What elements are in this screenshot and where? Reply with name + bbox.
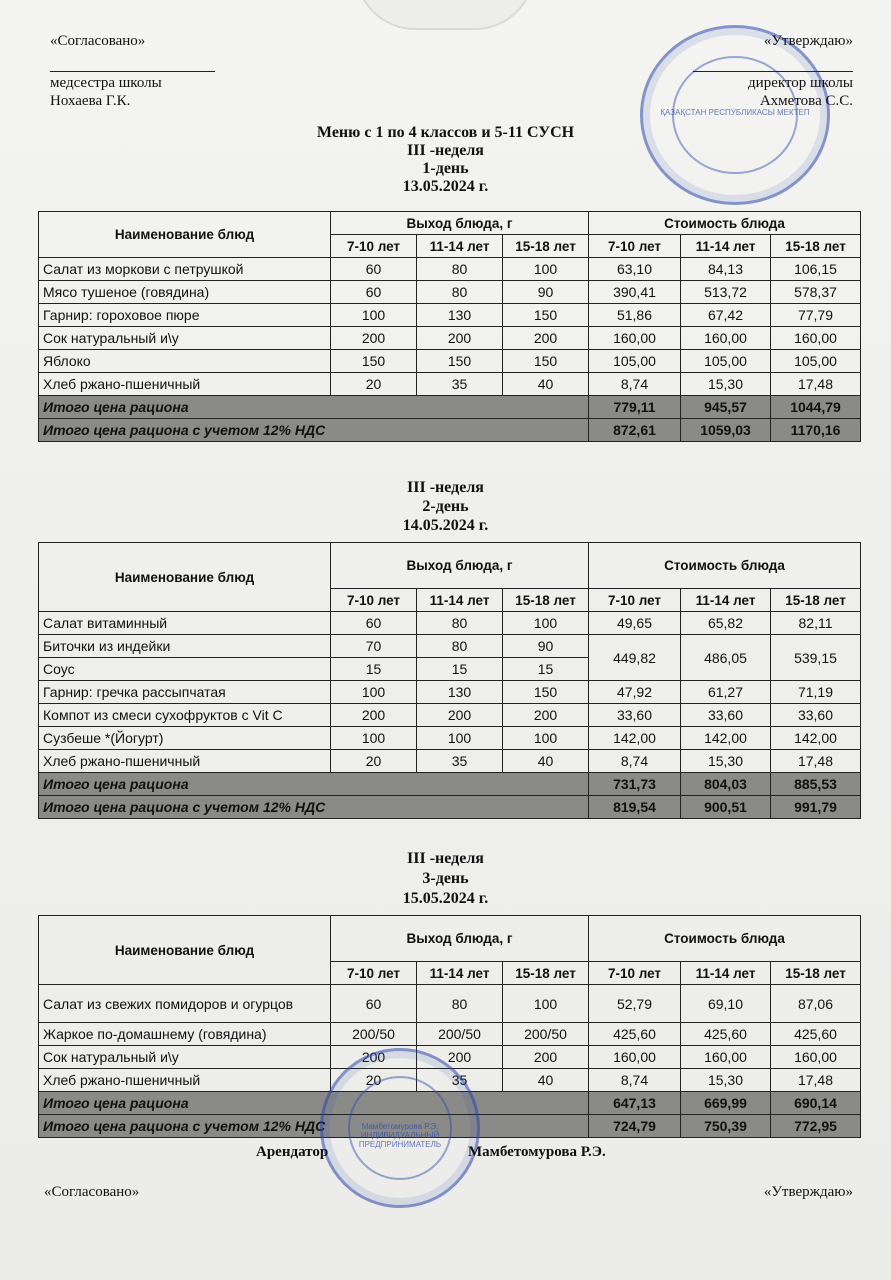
cost-value: 84,13 — [681, 258, 771, 281]
yield-value: 40 — [503, 1069, 589, 1092]
cost-value: 77,79 — [771, 304, 861, 327]
yield-value: 100 — [503, 612, 589, 635]
entrepreneur-stamp — [320, 1048, 480, 1208]
age-header: 15-18 лет — [771, 589, 861, 612]
cost-value: 160,00 — [589, 1046, 681, 1069]
entrepreneur-stamp-text: Мамбетомурова Р.Э. ИНДИВИДУАЛЬНЫЙ ПРЕДПРИНИМАТЕЛЬ — [358, 1121, 442, 1149]
day1-day: 1-день — [422, 160, 469, 177]
yield-value: 150 — [503, 681, 589, 704]
total-cost: 647,13 — [589, 1092, 681, 1115]
dish-name: Биточки из индейки — [39, 635, 331, 658]
total-cost: 1044,79 — [771, 396, 861, 419]
cost-value: 82,11 — [771, 612, 861, 635]
cost-value: 67,42 — [681, 304, 771, 327]
yield-value: 200 — [331, 704, 417, 727]
cost-value: 33,60 — [681, 704, 771, 727]
cost-value: 539,15 — [771, 635, 861, 681]
cost-value: 8,74 — [589, 1069, 681, 1092]
table-row — [39, 612, 861, 635]
table-row — [39, 350, 861, 373]
yield-value: 35 — [417, 373, 503, 396]
dish-name: Сузбеше *(Йогурт) — [39, 727, 331, 750]
cost-value: 105,00 — [771, 350, 861, 373]
age-header: 15-18 лет — [503, 235, 589, 258]
age-header: 7-10 лет — [589, 962, 681, 985]
age-header: 11-14 лет — [681, 962, 771, 985]
cost-value: 61,27 — [681, 681, 771, 704]
cost-value: 142,00 — [771, 727, 861, 750]
age-header: 11-14 лет — [417, 962, 503, 985]
table-row — [39, 281, 861, 304]
dish-name: Салат витаминный — [39, 612, 331, 635]
total-vat-label: Итого цена рациона с учетом 12% НДС — [39, 1115, 589, 1138]
cost-value: 15,30 — [681, 373, 771, 396]
table-row — [39, 750, 861, 773]
yield-value: 60 — [331, 258, 417, 281]
dish-name: Мясо тушеное (говядина) — [39, 281, 331, 304]
age-header: 7-10 лет — [589, 235, 681, 258]
approve-person: Ахметова С.С. — [759, 93, 853, 109]
dish-name: Жаркое по-домашнему (говядина) — [39, 1023, 331, 1046]
dish-name: Сок натуральный и\у — [39, 327, 331, 350]
yield-value: 80 — [417, 281, 503, 304]
yield-value: 200 — [331, 327, 417, 350]
school-stamp-text: ҚАЗАҚСТАН РЕСПУБЛИКАСЫ МЕКТЕП — [660, 108, 810, 118]
dish-name: Хлеб ржано-пшеничный — [39, 750, 331, 773]
col-cost-header: Стоимость блюда — [589, 916, 861, 962]
total-vat-cost: 819,54 — [589, 796, 681, 819]
cost-value: 17,48 — [771, 1069, 861, 1092]
yield-value: 40 — [503, 750, 589, 773]
yield-value: 100 — [331, 681, 417, 704]
cost-value: 105,00 — [681, 350, 771, 373]
yield-value: 15 — [331, 658, 417, 681]
yield-value: 100 — [417, 727, 503, 750]
footer-approve: «Утверждаю» — [763, 1184, 853, 1200]
cost-value: 63,10 — [589, 258, 681, 281]
cost-value: 47,92 — [589, 681, 681, 704]
header-agreed-block — [50, 32, 215, 110]
cost-value: 49,65 — [589, 612, 681, 635]
yield-value: 40 — [503, 373, 589, 396]
yield-value: 20 — [331, 750, 417, 773]
total-cost: 945,57 — [681, 396, 771, 419]
cost-value: 17,48 — [771, 750, 861, 773]
table-row-total — [39, 773, 861, 796]
table-row — [39, 304, 861, 327]
agreed-person: Нохаева Г.К. — [50, 93, 131, 109]
age-header: 11-14 лет — [681, 589, 771, 612]
day2-menu-table — [38, 542, 861, 819]
total-vat-cost: 1170,16 — [771, 419, 861, 442]
yield-value: 60 — [331, 985, 417, 1023]
table-row — [39, 327, 861, 350]
footer-agreed: «Согласовано» — [44, 1184, 140, 1200]
dish-name: Салат из моркови с петрушкой — [39, 258, 331, 281]
cost-value: 449,82 — [589, 635, 681, 681]
col-yield-header: Выход блюда, г — [331, 916, 589, 962]
col-dish-header: Наименование блюд — [39, 212, 331, 258]
yield-value: 60 — [331, 612, 417, 635]
yield-value: 200 — [331, 1046, 417, 1069]
total-cost: 885,53 — [771, 773, 861, 796]
total-vat-cost: 991,79 — [771, 796, 861, 819]
total-vat-cost: 750,39 — [681, 1115, 771, 1138]
table-row — [39, 635, 861, 658]
yield-value: 35 — [417, 750, 503, 773]
dish-name: Хлеб ржано-пшеничный — [39, 1069, 331, 1092]
day3-day: 3-день — [422, 870, 469, 887]
cost-value: 160,00 — [771, 1046, 861, 1069]
yield-value: 80 — [417, 985, 503, 1023]
cost-value: 33,60 — [589, 704, 681, 727]
signature-line-left — [50, 52, 215, 72]
cost-value: 17,48 — [771, 373, 861, 396]
day2-day: 2-день — [422, 498, 469, 515]
total-label: Итого цена рациона — [39, 1092, 589, 1115]
yield-value: 35 — [417, 1069, 503, 1092]
yield-value: 130 — [417, 304, 503, 327]
cost-value: 513,72 — [681, 281, 771, 304]
age-header: 7-10 лет — [331, 235, 417, 258]
age-header: 11-14 лет — [681, 235, 771, 258]
yield-value: 100 — [503, 985, 589, 1023]
yield-value: 150 — [503, 304, 589, 327]
yield-value: 90 — [503, 281, 589, 304]
age-header: 7-10 лет — [589, 589, 681, 612]
yield-value: 100 — [503, 727, 589, 750]
cost-value: 105,00 — [589, 350, 681, 373]
yield-value: 100 — [331, 727, 417, 750]
total-vat-label: Итого цена рациона с учетом 12% НДС — [39, 419, 589, 442]
table-row — [39, 1023, 861, 1046]
yield-value: 200 — [417, 327, 503, 350]
yield-value: 20 — [331, 373, 417, 396]
col-dish-header: Наименование блюд — [39, 916, 331, 985]
age-header: 15-18 лет — [771, 235, 861, 258]
total-cost: 690,14 — [771, 1092, 861, 1115]
tenant-name: Мамбетомурова Р.Э. — [468, 1144, 606, 1160]
cost-value: 160,00 — [681, 327, 771, 350]
yield-value: 150 — [417, 350, 503, 373]
yield-value: 150 — [331, 350, 417, 373]
total-vat-cost: 900,51 — [681, 796, 771, 819]
dish-name: Яблоко — [39, 350, 331, 373]
age-header: 15-18 лет — [503, 589, 589, 612]
day3-week: III -неделя — [407, 850, 484, 867]
dish-name: Соус — [39, 658, 331, 681]
table-row — [39, 373, 861, 396]
yield-value: 200 — [417, 704, 503, 727]
approve-label: «Утверждаю» — [763, 33, 853, 49]
table-row — [39, 681, 861, 704]
table-row-total-vat — [39, 419, 861, 442]
approve-position: директор школы — [748, 75, 853, 91]
day2-rows — [39, 612, 861, 773]
table-row — [39, 258, 861, 281]
day1-week: III -неделя — [407, 142, 484, 159]
agreed-position: медсестра школы — [50, 75, 162, 91]
yield-value: 15 — [503, 658, 589, 681]
table-row — [39, 985, 861, 1023]
cost-value: 160,00 — [589, 327, 681, 350]
cost-value: 87,06 — [771, 985, 861, 1023]
dish-name: Сок натуральный и\у — [39, 1046, 331, 1069]
yield-value: 100 — [503, 258, 589, 281]
col-cost-header: Стоимость блюда — [589, 212, 861, 235]
menu-title: Меню с 1 по 4 классов и 5-11 СУСН — [316, 124, 575, 141]
agreed-label: «Согласовано» — [50, 33, 146, 49]
cost-value: 8,74 — [589, 373, 681, 396]
day1-date: 13.05.2024 г. — [402, 178, 489, 195]
yield-value: 20 — [331, 1069, 417, 1092]
age-header: 15-18 лет — [771, 962, 861, 985]
cost-value: 486,05 — [681, 635, 771, 681]
dish-name: Салат из свежих помидоров и огурцов — [39, 985, 331, 1023]
cost-value: 52,79 — [589, 985, 681, 1023]
yield-value: 15 — [417, 658, 503, 681]
yield-value: 80 — [417, 635, 503, 658]
col-yield-header: Выход блюда, г — [331, 212, 589, 235]
yield-value: 150 — [503, 350, 589, 373]
total-label: Итого цена рациона — [39, 396, 589, 419]
cost-value: 15,30 — [681, 750, 771, 773]
total-label: Итого цена рациона — [39, 773, 589, 796]
yield-value: 200/50 — [503, 1023, 589, 1046]
cost-value: 51,86 — [589, 304, 681, 327]
table-row-total-vat — [39, 796, 861, 819]
yield-value: 130 — [417, 681, 503, 704]
table-row-total — [39, 396, 861, 419]
lamp-reflection — [355, 0, 535, 30]
yield-value: 70 — [331, 635, 417, 658]
age-header: 11-14 лет — [417, 235, 503, 258]
total-vat-cost: 1059,03 — [681, 419, 771, 442]
day2-week: III -неделя — [407, 479, 484, 496]
cost-value: 425,60 — [771, 1023, 861, 1046]
age-header: 7-10 лет — [331, 962, 417, 985]
total-cost: 731,73 — [589, 773, 681, 796]
dish-name: Гарнир: гречка рассыпчатая — [39, 681, 331, 704]
day2-date: 14.05.2024 г. — [402, 517, 489, 534]
total-cost: 669,99 — [681, 1092, 771, 1115]
cost-value: 160,00 — [771, 327, 861, 350]
yield-value: 80 — [417, 258, 503, 281]
cost-value: 425,60 — [589, 1023, 681, 1046]
yield-value: 90 — [503, 635, 589, 658]
day1-menu-table — [38, 211, 861, 442]
total-cost: 779,11 — [589, 396, 681, 419]
total-vat-cost: 772,95 — [771, 1115, 861, 1138]
cost-value: 8,74 — [589, 750, 681, 773]
yield-value: 80 — [417, 612, 503, 635]
total-vat-cost: 724,79 — [589, 1115, 681, 1138]
col-cost-header: Стоимость блюда — [589, 543, 861, 589]
cost-value: 142,00 — [681, 727, 771, 750]
total-vat-cost: 872,61 — [589, 419, 681, 442]
cost-value: 65,82 — [681, 612, 771, 635]
yield-value: 200 — [503, 327, 589, 350]
cost-value: 71,19 — [771, 681, 861, 704]
yield-value: 200/50 — [417, 1023, 503, 1046]
cost-value: 106,15 — [771, 258, 861, 281]
cost-value: 578,37 — [771, 281, 861, 304]
col-yield-header: Выход блюда, г — [331, 543, 589, 589]
yield-value: 60 — [331, 281, 417, 304]
cost-value: 425,60 — [681, 1023, 771, 1046]
total-vat-label: Итого цена рациона с учетом 12% НДС — [39, 796, 589, 819]
cost-value: 33,60 — [771, 704, 861, 727]
age-header: 7-10 лет — [331, 589, 417, 612]
day1-rows — [39, 258, 861, 396]
yield-value: 200 — [417, 1046, 503, 1069]
table-row — [39, 704, 861, 727]
cost-value: 69,10 — [681, 985, 771, 1023]
cost-value: 160,00 — [681, 1046, 771, 1069]
col-dish-header: Наименование блюд — [39, 543, 331, 612]
age-header: 15-18 лет — [503, 962, 589, 985]
dish-name: Гарнир: гороховое пюре — [39, 304, 331, 327]
cost-value: 142,00 — [589, 727, 681, 750]
yield-value: 200 — [503, 1046, 589, 1069]
tenant-label: Арендатор — [256, 1144, 329, 1160]
total-cost: 804,03 — [681, 773, 771, 796]
table-row — [39, 727, 861, 750]
dish-name: Хлеб ржано-пшеничный — [39, 373, 331, 396]
cost-value: 15,30 — [681, 1069, 771, 1092]
yield-value: 100 — [331, 304, 417, 327]
signature-line-right — [693, 52, 853, 72]
cost-value: 390,41 — [589, 281, 681, 304]
yield-value: 200 — [503, 704, 589, 727]
age-header: 11-14 лет — [417, 589, 503, 612]
dish-name: Компот из смеси сухофруктов с Vit C — [39, 704, 331, 727]
header-approve-block — [693, 32, 853, 110]
yield-value: 200/50 — [331, 1023, 417, 1046]
day3-date: 15.05.2024 г. — [402, 890, 489, 907]
